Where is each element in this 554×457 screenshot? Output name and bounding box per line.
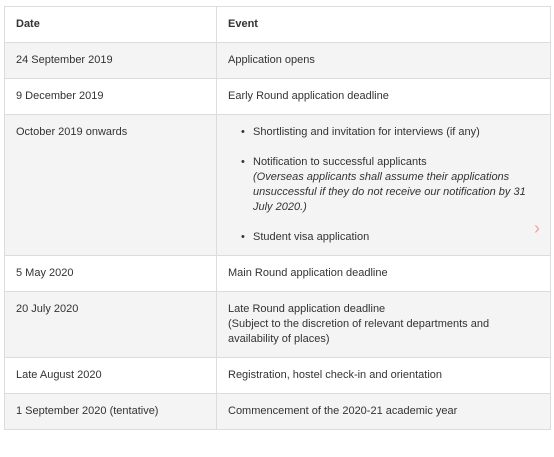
row-event: Application opens: [217, 43, 551, 79]
table-row: [5, 292, 551, 358]
header-date: Date: [5, 7, 217, 43]
table-row: [5, 115, 551, 256]
row-date: 20 July 2020: [5, 292, 217, 358]
row-date: 5 May 2020: [5, 256, 217, 292]
table-row: [5, 43, 551, 79]
row-event-subnote: (Subject to the discretion of relevant departments and availability of places): [228, 318, 490, 345]
list-item-note: (Overseas applicants shall assume their applications unsuccessful if they do not receive our notification by 31 July 2020.): [253, 171, 526, 213]
row-event: Registration, hostel check-in and orientation: [217, 358, 551, 394]
row-event: Main Round application deadline: [217, 256, 551, 292]
row-date: 9 December 2019: [5, 79, 217, 115]
list-item: [228, 125, 539, 140]
row-event: Early Round application deadline: [217, 79, 551, 115]
table-row: [5, 358, 551, 394]
table-header-row: [5, 7, 551, 43]
table-row: [5, 256, 551, 292]
timeline-table: [4, 6, 551, 430]
row-date: 1 September 2020 (tentative): [5, 394, 217, 430]
list-item-text: Student visa application: [253, 231, 370, 243]
table-row: [5, 394, 551, 430]
list-item-text: Notification to successful applicants: [253, 156, 427, 168]
event-bullet-list: [228, 125, 539, 245]
list-item-text: Shortlisting and invitation for interviews (if any): [253, 126, 480, 138]
row-date: October 2019 onwards: [5, 115, 217, 256]
row-date: 24 September 2019: [5, 43, 217, 79]
row-event: [217, 292, 551, 358]
row-date: Late August 2020: [5, 358, 217, 394]
table-row: [5, 79, 551, 115]
row-event: Commencement of the 2020-21 academic year: [217, 394, 551, 430]
header-event: Event: [217, 7, 551, 43]
row-event: [217, 115, 551, 256]
list-item: [228, 230, 539, 245]
admission-timeline: [4, 6, 550, 430]
chevron-right-icon[interactable]: ›: [534, 218, 540, 238]
row-event-text: Late Round application deadline: [228, 303, 386, 315]
list-item: [228, 155, 539, 215]
